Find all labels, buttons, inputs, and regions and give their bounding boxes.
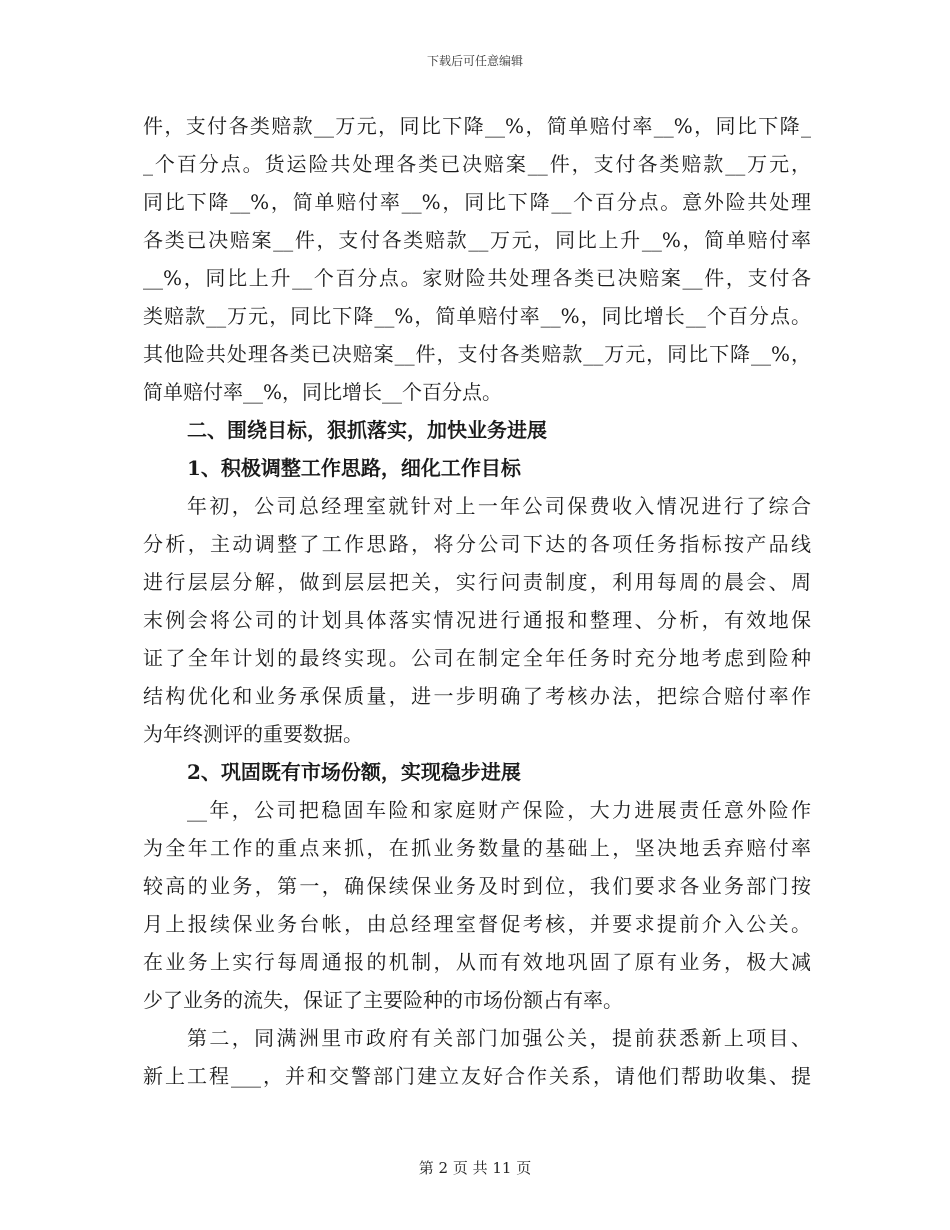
paragraph-line: 进行层层分解，做到层层把关，实行问责制度，利用每周的晨会、周 (143, 570, 811, 594)
paragraph-line: 少了业务的流失，保证了主要险种的市场份额占有率。 (143, 988, 623, 1012)
paragraph-line: 各类已决赔案__件，支付各类赔款__万元，同比上升__%，简单赔付率 (143, 228, 811, 252)
paragraph-line: 在业务上实行每周通报的机制，从而有效地巩固了原有业务，极大减 (143, 950, 811, 974)
paragraph-line: 为年终测评的重要数据。 (143, 722, 363, 746)
page-header: 下载后可任意编辑 (426, 54, 523, 68)
paragraph-line: 末例会将公司的计划具体落实情况进行通报和整理、分析，有效地保 (143, 608, 811, 632)
paragraph-line: 月上报续保业务台帐，由总经理室督促考核，并要求提前介入公关。 (143, 912, 811, 936)
paragraph-line: 第二，同满洲里市政府有关部门加强公关，提前获悉新上项目、 (187, 1026, 811, 1050)
document-body (143, 107, 811, 1095)
paragraph-line: 其他险共处理各类已决赔案__件，支付各类赔款__万元，同比下降__%， (143, 342, 811, 366)
paragraph-line: 简单赔付率__%，同比增长__个百分点。 (143, 380, 503, 404)
subsection-heading: 1、积极调整工作思路，细化工作目标 (187, 456, 521, 480)
paragraph-line: __%，同比上升__个百分点。家财险共处理各类已决赔案__件，支付各 (143, 266, 811, 290)
paragraph-line: 分析，主动调整了工作思路，将分公司下达的各项任务指标按产品线 (143, 532, 811, 556)
paragraph-line: 为全年工作的重点来抓，在抓业务数量的基础上，坚决地丢弃赔付率 (143, 836, 811, 860)
paragraph-line: 类赔款__万元，同比下降__%，简单赔付率__%，同比增长__个百分点。 (143, 304, 811, 328)
subsection-heading: 2、巩固既有市场份额，实现稳步进展 (187, 760, 521, 784)
paragraph-line: 结构优化和业务承保质量，进一步明确了考核办法，把综合赔付率作 (143, 684, 811, 708)
page-footer: 第 2 页 共 11 页 (418, 1159, 532, 1177)
paragraph-line: 同比下降__%，简单赔付率__%，同比下降__个百分点。意外险共处理 (143, 190, 811, 214)
paragraph-line: _个百分点。货运险共处理各类已决赔案__件，支付各类赔款__万元， (143, 152, 811, 176)
paragraph-line: 件，支付各类赔款__万元，同比下降__%，简单赔付率__%，同比下降_ (143, 114, 811, 138)
paragraph-line: 年初，公司总经理室就针对上一年公司保费收入情况进行了综合 (187, 494, 811, 518)
paragraph-line: 较高的业务，第一，确保续保业务及时到位，我们要求各业务部门按 (143, 874, 811, 898)
paragraph-line: 证了全年计划的最终实现。公司在制定全年任务时充分地考虑到险种 (143, 646, 811, 670)
paragraph-line: 新上工程___，并和交警部门建立友好合作关系，请他们帮助收集、提 (143, 1064, 811, 1088)
section-heading: 二、围绕目标，狠抓落实，加快业务进展 (187, 418, 547, 442)
paragraph-line: __年，公司把稳固车险和家庭财产保险，大力进展责任意外险作 (187, 798, 811, 822)
